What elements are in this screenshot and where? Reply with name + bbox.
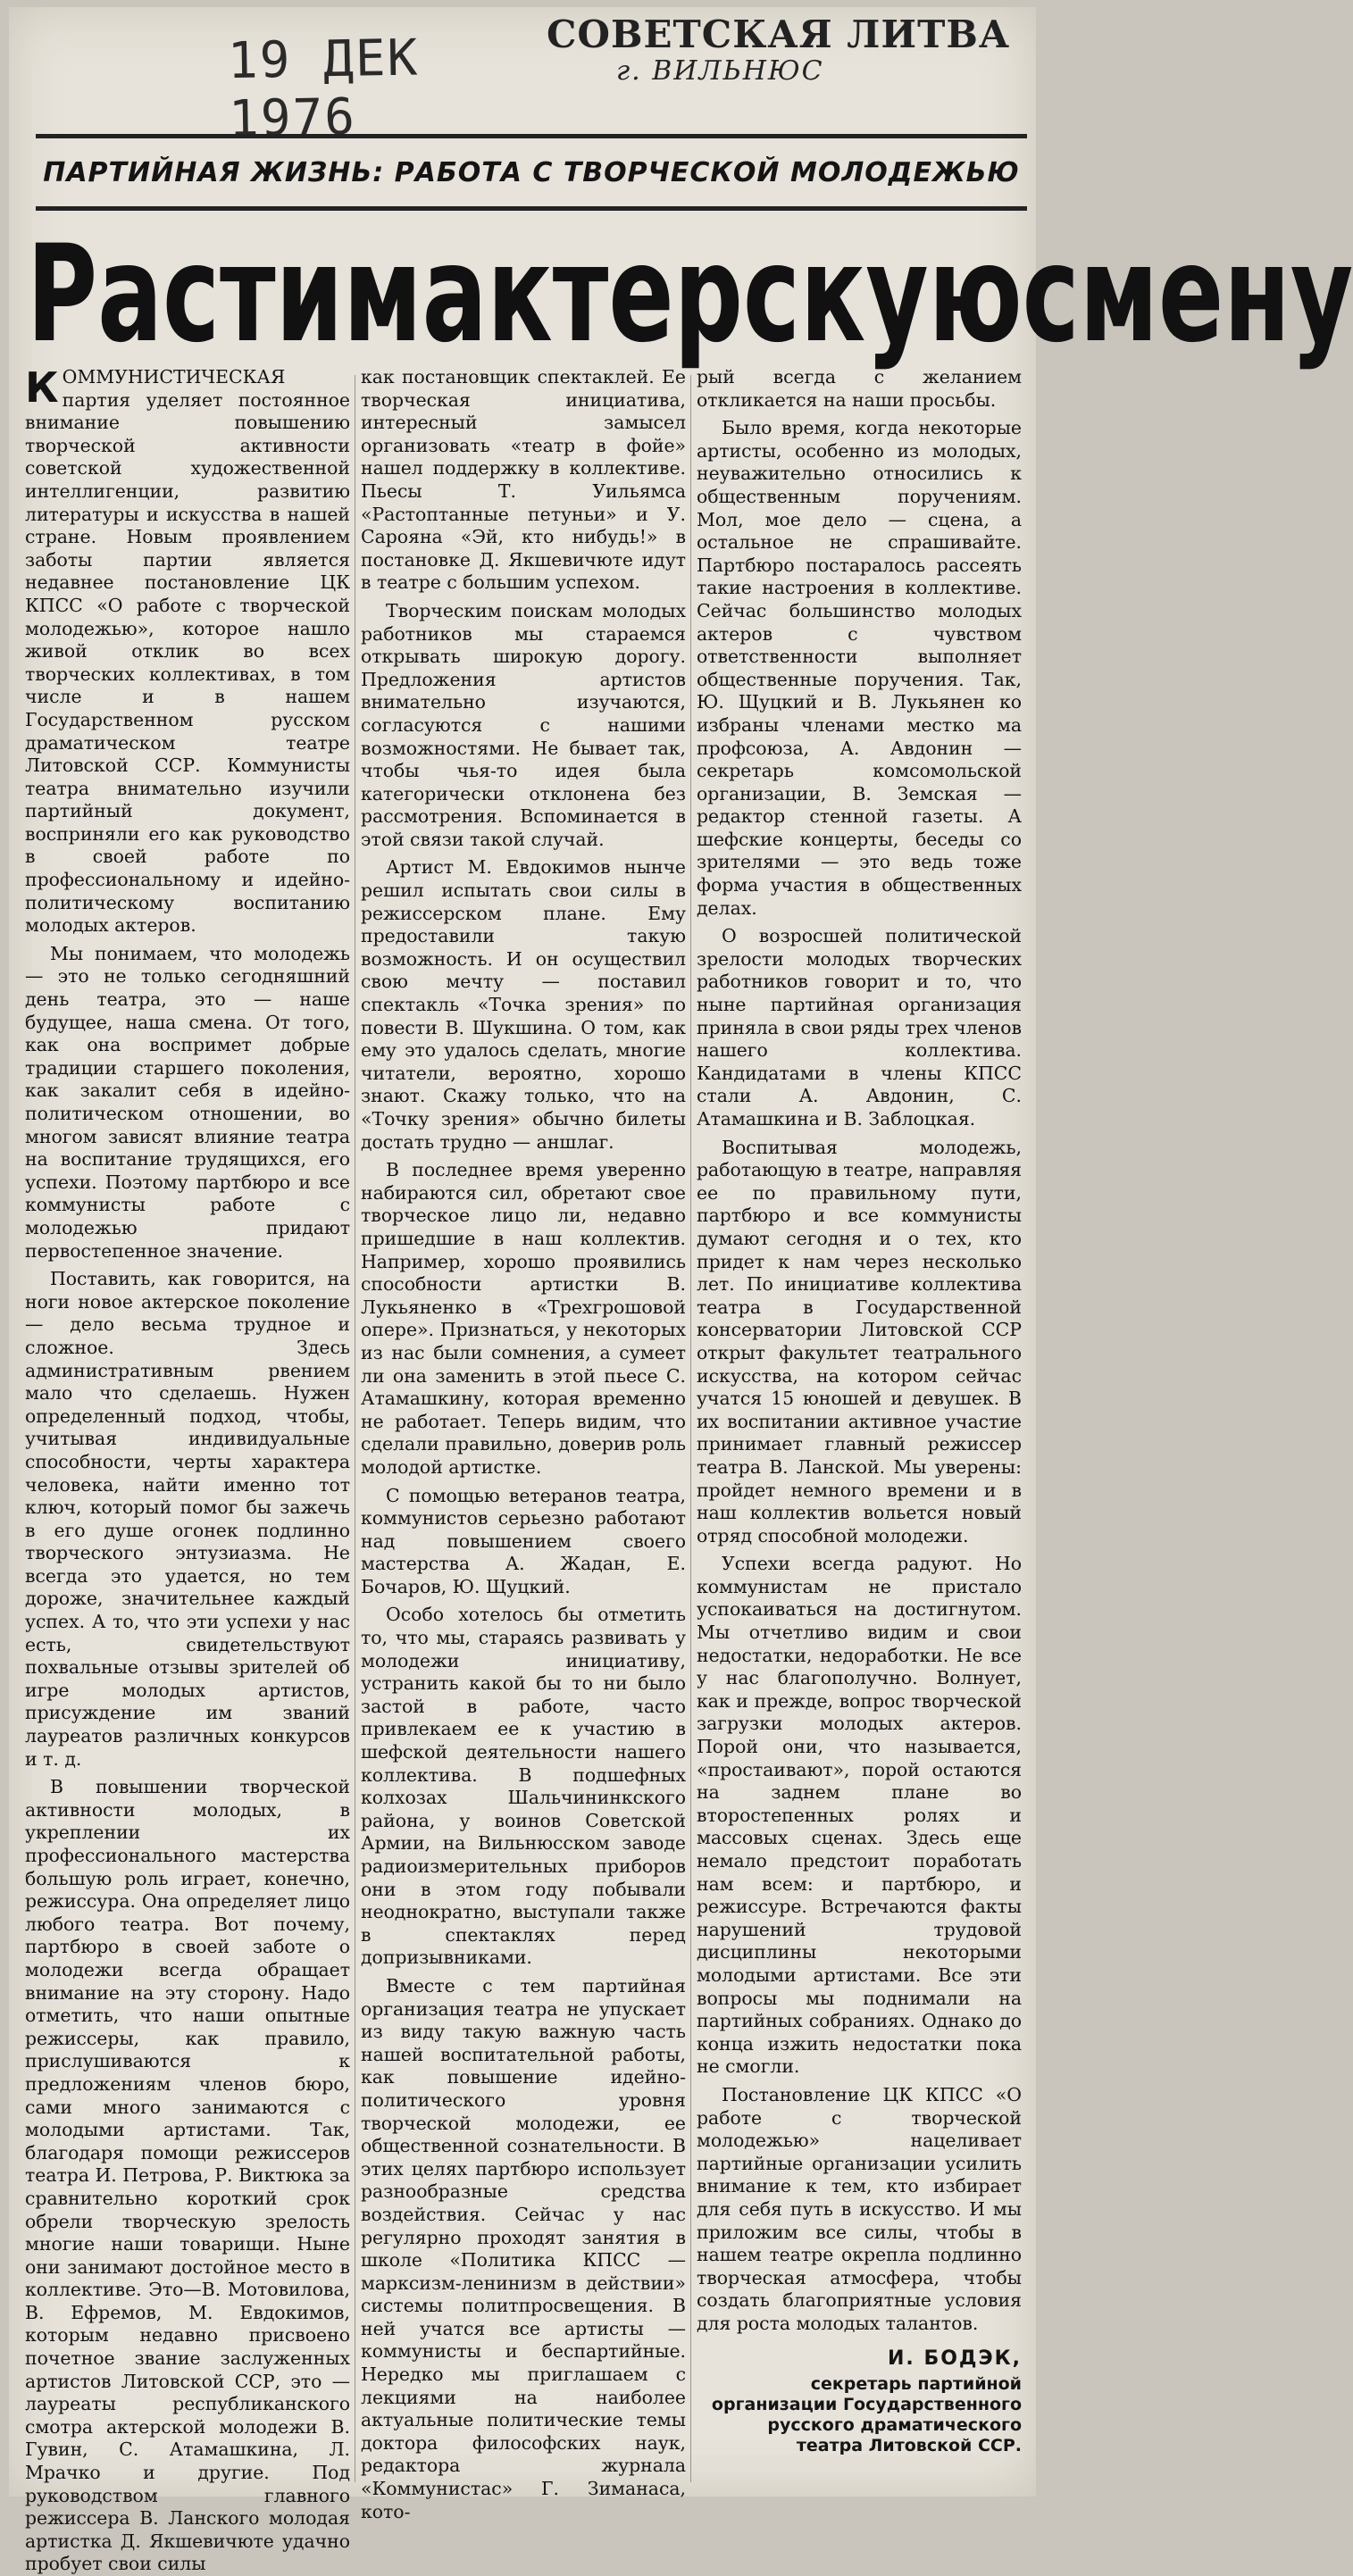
article-headline: [27, 217, 1353, 372]
article-paragraph: Было время, когда некоторые артисты, особенно из молодых, неуважительно относились к общественным поручениям. Мол, мое дело — сцена, а остальное не спрашивайте. Партбюро постаралось рассеять такие настроения в коллективе. Сейчас большинство молодых актеров с чувством ответственности выполняет общественные поручения. Так, Ю. Щуцкий и В. Лукьянен ко избраны членами местко ма профсоюза, А. Авдонин — секретарь комсомольской организации, В. Земская — редактор стенной газеты. А шефские концерты, беседы со зрителями — это ведь тоже форма участия в общественных делах.: [697, 417, 1022, 919]
section-rubric: [36, 134, 1027, 211]
article-column-3: [697, 366, 1022, 2491]
clipping-date-stamp: 19 ДЕК 1976: [227, 29, 420, 149]
article-paragraph: Успехи всегда радуют. Но коммунистам не пристало успокаиваться на достигнутом. Мы отчетливо видим и свои недостатки, недоработки. Не все у нас благополучно. Волнует, как и прежде, вопрос творческой загрузки молодых актеров. Порой они, что называется, «простаивают», порой остаются на заднем плане во второстепенных ролях и массовых сценах. Здесь еще немало предстоит поработать нам всем: и партбюро, и режиссуре. Встречаются факты нарушений трудовой дисциплины некоторыми молодыми артистами. Все эти вопросы мы поднимали на партийных собраниях. Однако до конца изжить недостатки пока не смогли.: [697, 1553, 1022, 2078]
author-position: секретарь партийной организации Государственного русского драматического театра Литовской ССР.: [711, 2374, 1022, 2456]
article-paragraph: Постановление ЦК КПСС «О работе с творческой молодежью» нацеливает партийные организации усилить внимание к тем, кто избирает для себя путь в искусство. И мы приложим все силы, чтобы в нашем театре окрепла подлинно творческая атмосфера, чтобы создать благоприятные условия для роста молодых талантов.: [697, 2083, 1022, 2334]
article-paragraph: Артист М. Евдокимов нынче решил испытать свои силы в режиссерском плане. Ему предоставили такую возможность. И он осуществил свою мечту — поставил спектакль «Точка зрения» по повести В. Шукшина. О том, как ему это удалось сделать, многие читатели, вероятно, хорошо знают. Скажу только, что на «Точку зрения» обычно билеты достать трудно — аншлаг.: [361, 856, 686, 1153]
newspaper-title-stamp: СОВЕТСКАЯ ЛИТВА: [547, 13, 1011, 56]
article-paragraph: С помощью ветеранов театра, коммунистов серьезно работают над повышением своего мастерства А. Жадан, Е. Бочаров, Ю. Щуцкий.: [361, 1484, 686, 1597]
article-paragraph: Особо хотелось бы отметить то, что мы, стараясь развивать у молодежи инициативу, устранить какой бы то ни было застой в работе, часто привлекаем ее к участию в шефской деятельности нашего коллектива. В подшефных колхозах Шальчининкского района, у воинов Советской Армии, на Вильнюсском заводе радиоизмерительных приборов они в этом году побывали неоднократно, выступали также в спектаклях перед допризывниками.: [361, 1604, 686, 1969]
author-signature: [697, 2347, 1022, 2456]
article-paragraph: Творческим поискам молодых работников мы стараемся открывать широкую дорогу. Предложения артистов внимательно изучаются, согласуются с нашими возможностями. Не бывает так, чтобы чья-то идея была категорически отклонена без рассмотрения. Вспоминается в этой связи такой случай.: [361, 599, 686, 850]
article-column-2: [361, 366, 686, 2522]
article-paragraph: Воспитывая молодежь, работающую в театре, направляя ее по правильному пути, партбюро и все коммунисты думают сегодня и о тех, кто придет к нам через несколько лет. По инициативе коллектива театра в Государственной консерватории Литовской ССР открыт факультет театрального искусства, на котором сейчас учатся 15 юношей и девушек. В их воспитании активное участие принимает главный режиссер театра В. Ланской. Мы уверены: пройдет немного времени и в наш коллектив вольется новый отряд способной молодежи.: [697, 1136, 1022, 1546]
author-name: И. БОДЭК,: [888, 2347, 1022, 2371]
article-paragraph: Вместе с тем партийная организация театра не упускает из виду такую важную часть нашей воспитательной работы, как повышение идейно-политического уровня творческой молодежи, ее общественной сознательности. В этих целях партбюро использует разнообразные средства воздействия. Сейчас у нас регулярно проходят занятия в школе «Политика КПСС — марксизм-ленинизм в действии» системы политпросвещения. В ней учатся все артисты — коммунисты и беспартийные. Нередко мы приглашаем с лекциями на наиболее актуальные политические темы доктора философских наук, редактора журнала «Коммунистас» Г. Зиманаса, кото-: [361, 1974, 686, 2522]
article-paragraph: Мы понимаем, что молодежь — это не только сегодняшний день театра, это — наше будущее, наша смена. От того, как она воспримет добрые традиции старшего поколения, как закалит себя в идейно-политическом отношении, во многом зависят влияние театра на воспитание трудящихся, его успехи. Поэтому партбюро и все коммунисты работе с молодежью придают первостепенное значение.: [25, 942, 350, 1262]
newspaper-city-stamp: г. ВИЛЬНЮС: [616, 55, 824, 87]
headline-word-2: актерскую: [422, 217, 1023, 372]
article-paragraph: Поставить, как говорится, на ноги новое актерское поколение — дело весьма трудное и сложное. Здесь административным рвением мало что сделаешь. Нужен определенный подход, чтобы, учитывая индивидуальные способности, черты характера человека, найти именно тот ключ, который помог бы зажечь в его душе огонек подлинно творческого энтузиазма. Не всегда это удается, но тем дороже, значительнее каждый успех. А то, что эти успехи у нас есть, свидетельствуют похвальные отзывы зрителей об игре молодых артистов, присуждение им званий лауреатов различных конкурсов и т. д.: [25, 1268, 350, 1770]
drop-cap: К: [25, 363, 59, 412]
paragraph-text: ОММУНИСТИЧЕСКАЯ партия уделяет постоянное внимание повышению творческой активности советской художественной интеллигенции, развитию литературы и искусства в нашей стране. Новым проявлением заботы партии является недавнее постановление ЦК КПСС «О работе с творческой молодежью», которое нашло живой отклик во всех творческих коллективах, в том числе и в нашем Государственном русском драматическом театре Литовской ССР. Коммунисты театра внимательно изучили партийный документ, восприняли его как руководство в своей работе по профессиональному и идейно-политическому воспитанию молодых актеров.: [25, 366, 350, 937]
article-paragraph: О возросшей политической зрелости молодых творческих работников говорит и то, что ныне партийная организация приняла в свои ряды трех членов нашего коллектива. Кандидатами в члены КПСС стали А. Авдонин, С. Атамашкина и В. Заблоцкая.: [697, 925, 1022, 1130]
article-column-1: [25, 363, 350, 2575]
article-paragraph: как постановщик спектаклей. Ее творческая инициатива, интересный замысел организовать «театр в фойе» нашел поддержку в коллективе. Пьесы Т. Уильямса «Растоптанные петуньи» и У. Сарояна «Эй, кто нибудь!» в постановке Д. Якшевичюте идут в театре с большим успехом.: [361, 366, 686, 594]
article-paragraph: [25, 363, 350, 938]
article-paragraph: рый всегда с желанием откликается на наши просьбы.: [697, 366, 1022, 411]
article-body: [25, 363, 1025, 2575]
headline-word-1: Растим: [27, 217, 422, 372]
rubric-text: ПАРТИЙНАЯ ЖИЗНЬ: РАБОТА С ТВОРЧЕСКОЙ МОЛОДЕЖЬЮ: [43, 156, 1020, 188]
article-paragraph: В повышении творческой активности молодых, в укреплении их профессионального мастерства большую роль играет, конечно, режиссура. Она определяет лицо любого театра. Вот почему, партбюро в своей заботе о молодежи всегда обращает внимание на эту сторону. Надо отметить, что наши опытные режиссеры, как правило, прислушиваются к предложениям членов бюро, сами много занимаются с молодыми артистами. Так, благодаря помощи режиссеров театра И. Петрова, Р. Виктюка за сравнительно короткий срок обрели творческую зрелость многие наши товарищи. Ныне они занимают достойное место в коллективе. Это—В. Мотовилова, В. Ефремов, М. Евдокимов, которым недавно присвоено почетное звание заслуженных артистов Литовской ССР, это — лауреаты республиканского смотра актерской молодежи В. Гувин, С. Атамашкина, Л. Мрачко и другие. Под руководством главного режиссера В. Ланского молодая артистка Д. Якшевичюте удачно пробует свои силы: [25, 1776, 350, 2575]
headline-word-3: смену: [1022, 217, 1353, 372]
article-paragraph: В последнее время уверенно набираются сил, обретают свое творческое лицо ли, недавно пришедшие в наш коллектив. Например, хорошо проявились способности артистки В. Лукьяненко в «Трехгрошовой опере». Признаться, у некоторых из нас были сомнения, а сумеет ли она заменить в этой пьесе С. Атамашкину, которая временно не работает. Теперь видим, что сделали правильно, доверив роль молодой артистке.: [361, 1159, 686, 1478]
